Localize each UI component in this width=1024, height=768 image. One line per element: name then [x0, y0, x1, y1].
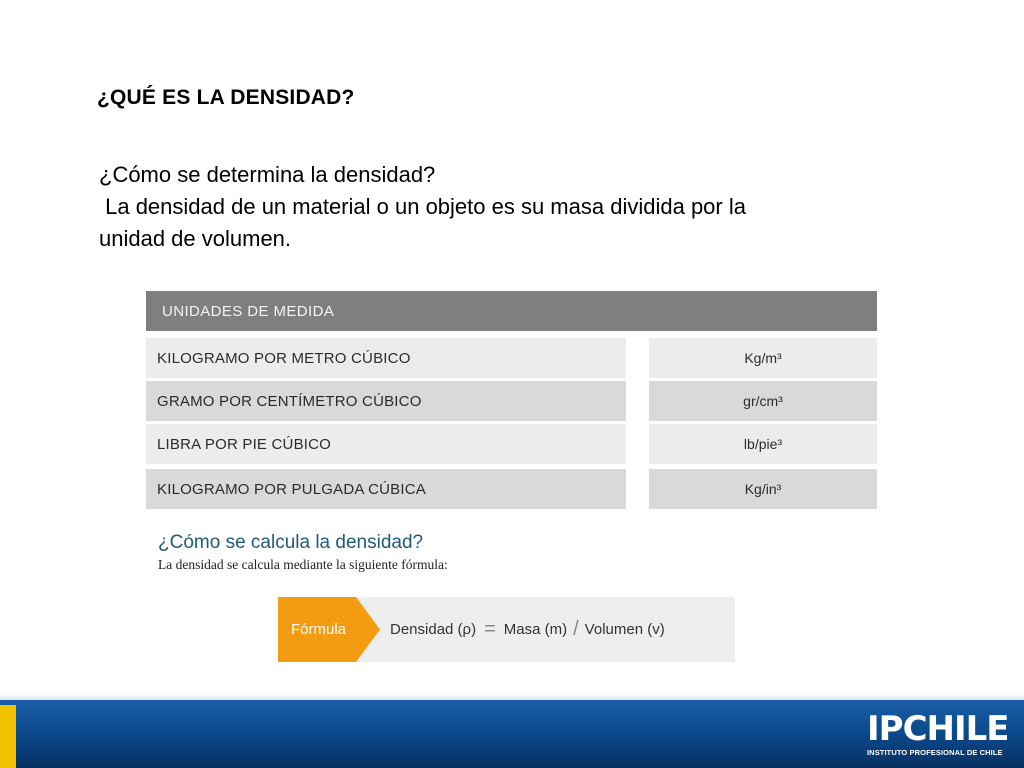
logo-wordmark: IPCHILE — [867, 709, 1009, 749]
slide-title: ¿QUÉ ES LA DENSIDAD? — [97, 86, 355, 109]
formula-box — [278, 597, 735, 662]
units-table-header: UNIDADES DE MEDIDA — [146, 291, 877, 331]
calculation-title: ¿Cómo se calcula la densidad? — [158, 532, 424, 553]
footer-accent-stripe — [0, 705, 16, 768]
unit-name-cell: KILOGRAMO POR METRO CÚBICO — [146, 338, 626, 378]
table-row — [146, 424, 877, 464]
divide-sign: / — [573, 618, 579, 640]
intro-line-question: ¿Cómo se determina la densidad? — [99, 162, 436, 187]
formula-expression — [390, 597, 665, 662]
intro-line-definition: La densidad de un material o un objeto es su masa dividida por la — [99, 194, 746, 219]
units-table — [146, 338, 877, 512]
ipchile-logo — [867, 709, 1009, 757]
table-row — [146, 381, 877, 421]
logo-subtitle: INSTITUTO PROFESIONAL DE CHILE — [867, 748, 1003, 757]
intro-line-definition-end: unidad de volumen. — [99, 226, 292, 251]
unit-name-cell: GRAMO POR CENTÍMETRO CÚBICO — [146, 381, 626, 421]
formula-label: Fórmula — [291, 621, 347, 638]
unit-symbol-cell: lb/pie³ — [649, 424, 877, 464]
unit-symbol-cell: gr/cm³ — [649, 381, 877, 421]
table-row — [146, 338, 877, 378]
table-row — [146, 469, 877, 509]
intro-text — [99, 159, 899, 255]
unit-symbol-cell: Kg/in³ — [649, 469, 877, 509]
formula-label-tag — [278, 597, 380, 662]
formula-volume: Volumen (v) — [584, 621, 665, 638]
formula-mass: Masa (m) — [503, 621, 568, 638]
calculation-subtitle: La densidad se calcula mediante la siguiente fórmula: — [158, 557, 448, 572]
equals-sign: = — [484, 618, 496, 640]
unit-name-cell: LIBRA POR PIE CÚBICO — [146, 424, 626, 464]
formula-density: Densidad (ρ) — [390, 621, 477, 638]
unit-name-cell: KILOGRAMO POR PULGADA CÚBICA — [146, 469, 626, 509]
unit-symbol-cell: Kg/m³ — [649, 338, 877, 378]
